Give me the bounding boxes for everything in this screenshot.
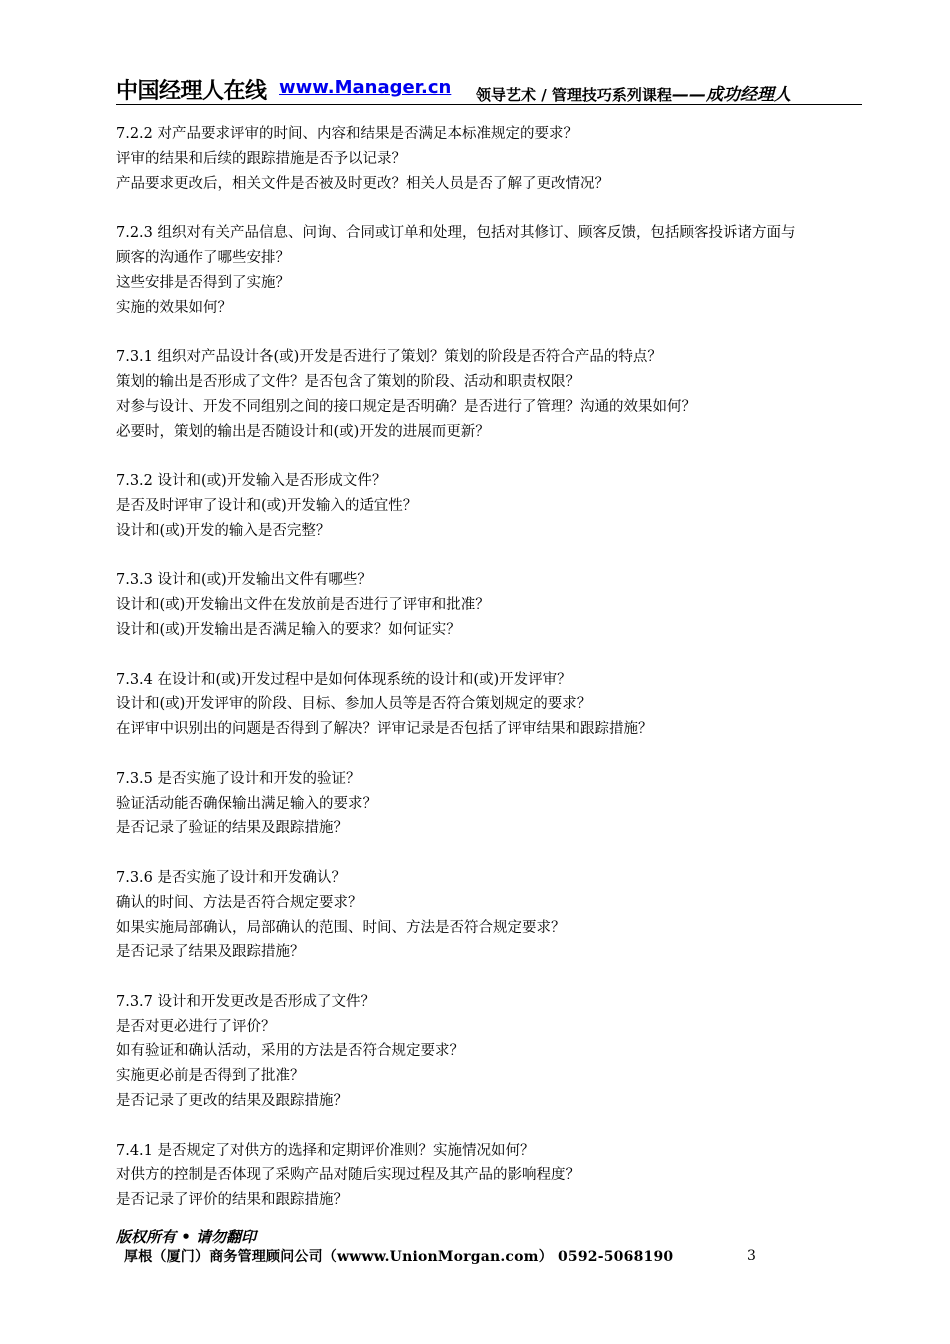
question-line: 设计和(或)开发输出是否满足输入的要求？如何证实？ [116,621,461,638]
question-line: 实施更必前是否得到了批准？ [116,1068,305,1085]
page-header [116,72,862,105]
question-line: 设计和(或)开发的输入是否完整？ [116,522,331,539]
course-title [476,80,791,105]
question-paragraph [116,568,876,642]
copyright-notice: 版权所有 • 请勿翻印 [116,1228,257,1246]
question-paragraph [116,345,876,444]
site-link[interactable]: www.Manager.cn [279,77,452,98]
question-line: 是否及时评审了设计和(或)开发输入的适宜性？ [116,497,418,514]
question-line: 对供方的控制是否体现了采购产品对随后实现过程及其产品的影响程度？ [116,1167,580,1184]
question-line: 对参与设计、开发不同组别之间的接口规定是否明确？是否进行了管理？沟通的效果如何？ [116,398,696,415]
question-line: 是否记录了更改的结果及跟踪措施？ [116,1093,348,1110]
question-line: 7.3.5 是否实施了设计和开发的验证？ [116,770,361,787]
company-contact: 厚根（厦门）商务管理顾问公司（wwww.UnionMorgan.com） 0592-5068190 [124,1249,674,1265]
course-series: 领导艺术 / 管理技巧系列课程 [476,86,672,104]
question-paragraph [116,668,876,742]
question-paragraph [116,221,876,320]
question-line: 7.3.3 设计和(或)开发输出文件有哪些？ [116,572,372,589]
question-paragraph [116,1139,876,1213]
question-line: 在评审中识别出的问题是否得到了解决？评审记录是否包括了评审结果和跟踪措施？ [116,721,653,738]
question-paragraph [116,767,876,841]
question-line: 如有验证和确认活动，采用的方法是否符合规定要求？ [116,1043,464,1060]
question-line: 7.2.3 组织对有关产品信息、问询、合同或订单和处理，包括对其修订、顾客反馈，包括顾客投诉诸方面与 [116,225,796,242]
question-line: 设计和(或)开发评审的阶段、目标、参加人员等是否符合策划规定的要求？ [116,696,592,713]
question-line: 是否对更必进行了评价？ [116,1018,276,1035]
question-line: 7.2.2 对产品要求评审的时间、内容和结果是否满足本标准规定的要求？ [116,126,579,142]
document-body [116,122,876,1238]
question-line: 策划的输出是否形成了文件？是否包含了策划的阶段、活动和职责权限？ [116,373,580,390]
question-line: 如果实施局部确认，局部确认的范围、时间、方法是否符合规定要求？ [116,919,566,936]
question-line: 7.3.6 是否实施了设计和开发确认？ [116,869,347,886]
question-line: 评审的结果和后续的跟踪措施是否予以记录？ [116,150,406,167]
question-line: 产品要求更改后，相关文件是否被及时更改？相关人员是否了解了更改情况？ [116,175,609,192]
question-paragraph [116,990,876,1114]
question-line: 必要时，策划的输出是否随设计和(或)开发的进展而更新？ [116,423,490,440]
question-line: 实施的效果如何？ [116,299,232,316]
question-paragraph [116,866,876,965]
question-line: 7.3.7 设计和开发更改是否形成了文件？ [116,993,376,1010]
course-tagline: ——成功经理人 [671,85,791,105]
question-line: 验证活动能否确保输出满足输入的要求？ [116,795,377,812]
question-line: 设计和(或)开发输出文件在发放前是否进行了评审和批准？ [116,597,490,614]
question-line: 7.3.4 在设计和(或)开发过程中是如何体现系统的设计和(或)开发评审？ [116,671,572,688]
question-line: 这些安排是否得到了实施？ [116,274,290,291]
question-line: 是否记录了结果及跟踪措施？ [116,944,305,961]
question-line: 确认的时间、方法是否符合规定要求？ [116,894,363,911]
question-paragraph [116,469,876,543]
brand-title: 中国经理人在线 [116,79,267,104]
question-line: 7.3.2 设计和(或)开发输入是否形成文件？ [116,473,387,490]
question-paragraph [116,122,876,196]
question-line: 是否记录了验证的结果及跟踪措施？ [116,820,348,837]
question-line: 7.4.1 是否规定了对供方的选择和定期评价准则？实施情况如何？ [116,1142,535,1159]
question-line: 7.3.1 组织对产品设计各(或)开发是否进行了策划？策划的阶段是否符合产品的特点？ [116,349,662,366]
question-line: 顾客的沟通作了哪些安排？ [116,249,290,266]
page-number: 3 [747,1248,756,1264]
question-line: 是否记录了评价的结果和跟踪措施？ [116,1192,348,1209]
